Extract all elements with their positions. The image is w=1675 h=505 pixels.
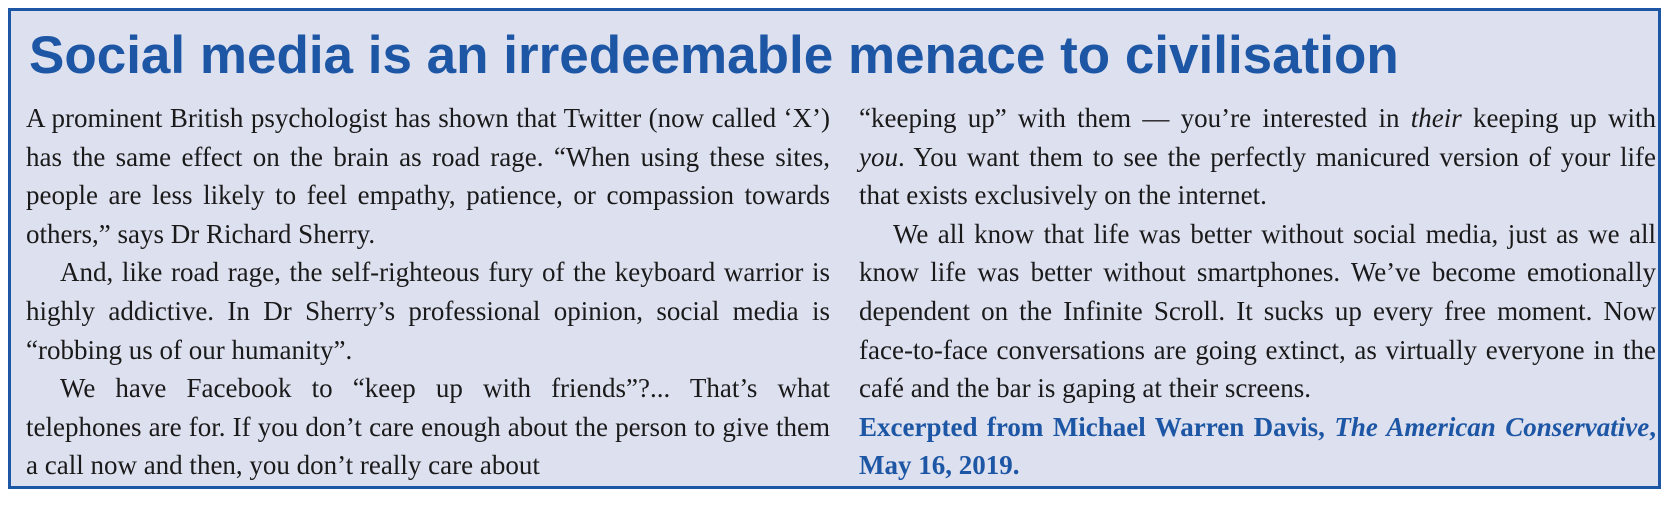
paragraph-2: And, like road rage, the self-righteous fury of the keyboard warrior is highly addictive. In Dr Sherry’s professional opinion, social media is “robbing us of our humanity”.	[26, 257, 830, 365]
paragraph-4-text-b: keeping up with	[1461, 103, 1656, 133]
citation	[859, 408, 1656, 485]
citation-prefix: Excerpted from Michael Warren Davis,	[859, 411, 1335, 442]
headline: Social media is an irredeemable menace to civilisation	[29, 26, 1399, 85]
paragraph-4	[859, 99, 1656, 215]
emphasis-their: their	[1410, 103, 1462, 133]
excerpt-box	[8, 8, 1661, 489]
left-column	[26, 99, 830, 485]
citation-publication: The American Conservative	[1334, 411, 1650, 442]
paragraph-5: We all know that life was better without social media, just as we all know life was better without smartphones. We’ve become emotionally dependent on the Infinite Scroll. It sucks up every free moment. Now face-to-face conversations are going extinct, as virtually everyone in the café and the bar is gaping at their screens.	[859, 218, 1656, 404]
paragraph-4-text-c: . You want them to see the perfectly manicured version of your life that exists exclusively on the internet.	[859, 141, 1656, 211]
emphasis-you: you	[859, 141, 898, 172]
right-column	[859, 99, 1656, 485]
paragraph-1: A prominent British psychologist has shown that Twitter (now called ‘X’) has the same effect on the brain as road rage. “When using these sites, people are less likely to feel empathy, patience, or compassion towards others,” says Dr Richard Sherry.	[26, 103, 830, 249]
citation-date: , May 16, 2019.	[859, 411, 1656, 481]
paragraph-4-text-a: “keeping up” with them — you’re interested in	[859, 103, 1411, 133]
paragraph-3: We have Facebook to “keep up with friends”?... That’s what telephones are for. If you don’t care enough about the person to give them a call now and then, you don’t really care about	[26, 373, 830, 481]
